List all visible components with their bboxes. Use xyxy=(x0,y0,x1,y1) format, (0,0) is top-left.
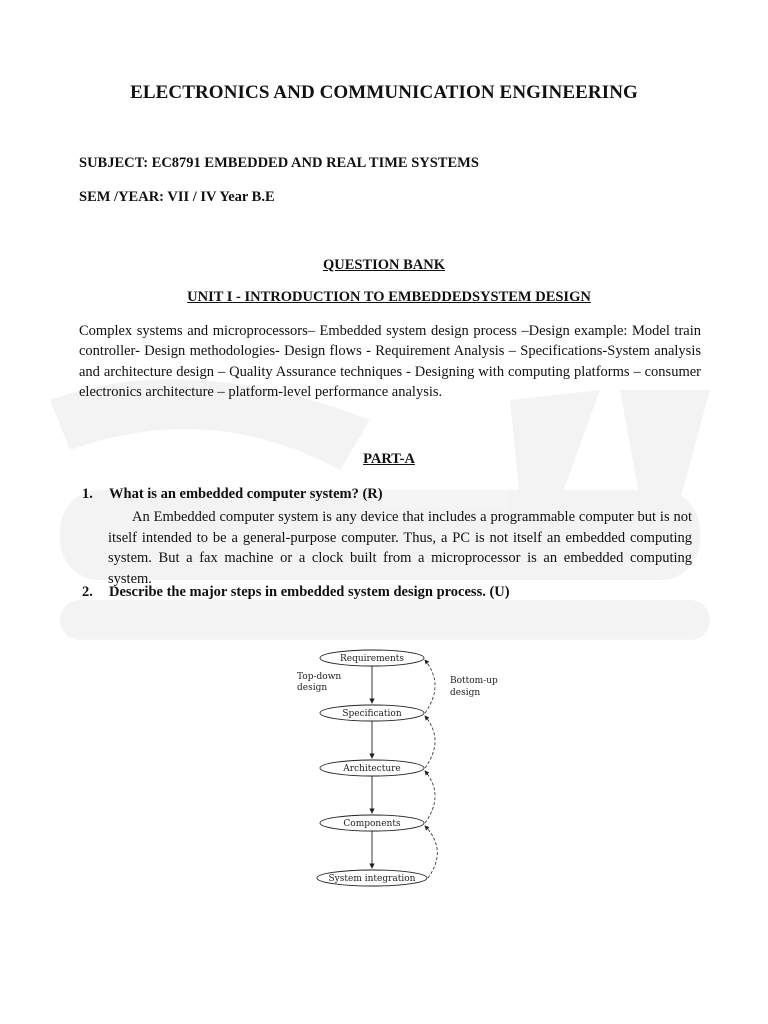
question-bank-heading: QUESTION BANK xyxy=(322,257,446,273)
question-2 xyxy=(82,584,510,601)
subject-line: SUBJECT: EC8791 EMBEDDED AND REAL TIME SYSTEMS xyxy=(79,155,479,171)
design-process-diagram xyxy=(285,640,515,895)
unit-syllabus: Complex systems and microprocessors– Embedded system design process –Design example: Model train controller- Design methodologies- Design flows - Requirement Analysis – Specifications-System analysis and architecture design – Quality Assurance techniques - Designing with computing platforms – consumer electronics architecture – platform-level performance analysis. xyxy=(79,323,701,400)
question-number: 1. xyxy=(82,486,93,502)
department-title: ELECTRONICS AND COMMUNICATION ENGINEERING xyxy=(130,82,638,103)
svg-text:Architecture: Architecture xyxy=(343,764,401,774)
unit-heading: UNIT I - INTRODUCTION TO EMBEDDEDSYSTEM DESIGN xyxy=(187,289,591,305)
step-specification xyxy=(320,705,424,721)
bottom-up-label xyxy=(450,676,498,698)
step-system-integration xyxy=(317,870,427,886)
answer-1 xyxy=(108,507,692,589)
question-number: 2. xyxy=(82,584,93,600)
question-text: Describe the major steps in embedded system design process. (U) xyxy=(109,584,510,600)
sem-year-line: SEM /YEAR: VII / IV Year B.E xyxy=(79,189,275,205)
answer-text: An Embedded computer system is any device that includes a programmable computer but is not itself intended to be a general-purpose computer. Thus, a PC is not itself an embedded computing system. But a fax machine or a clock built from a microprocessor is an embedded computing system. xyxy=(108,509,692,587)
svg-text:design: design xyxy=(297,683,328,693)
bottom-up-arrows xyxy=(425,660,437,878)
question-text: What is an embedded computer system? (R) xyxy=(109,486,383,502)
step-requirements xyxy=(320,650,424,666)
svg-text:Requirements: Requirements xyxy=(339,654,405,664)
step-components xyxy=(320,815,424,831)
svg-text:Specification: Specification xyxy=(342,709,402,719)
question-1 xyxy=(82,486,383,503)
svg-text:Components: Components xyxy=(343,819,401,829)
svg-text:Bottom-up: Bottom-up xyxy=(450,676,498,686)
step-architecture xyxy=(320,760,424,776)
svg-text:System integration: System integration xyxy=(328,874,416,884)
svg-text:Top-down: Top-down xyxy=(297,672,342,682)
part-heading: PART-A xyxy=(363,451,415,467)
svg-text:design: design xyxy=(450,688,481,698)
top-down-label xyxy=(297,672,341,693)
